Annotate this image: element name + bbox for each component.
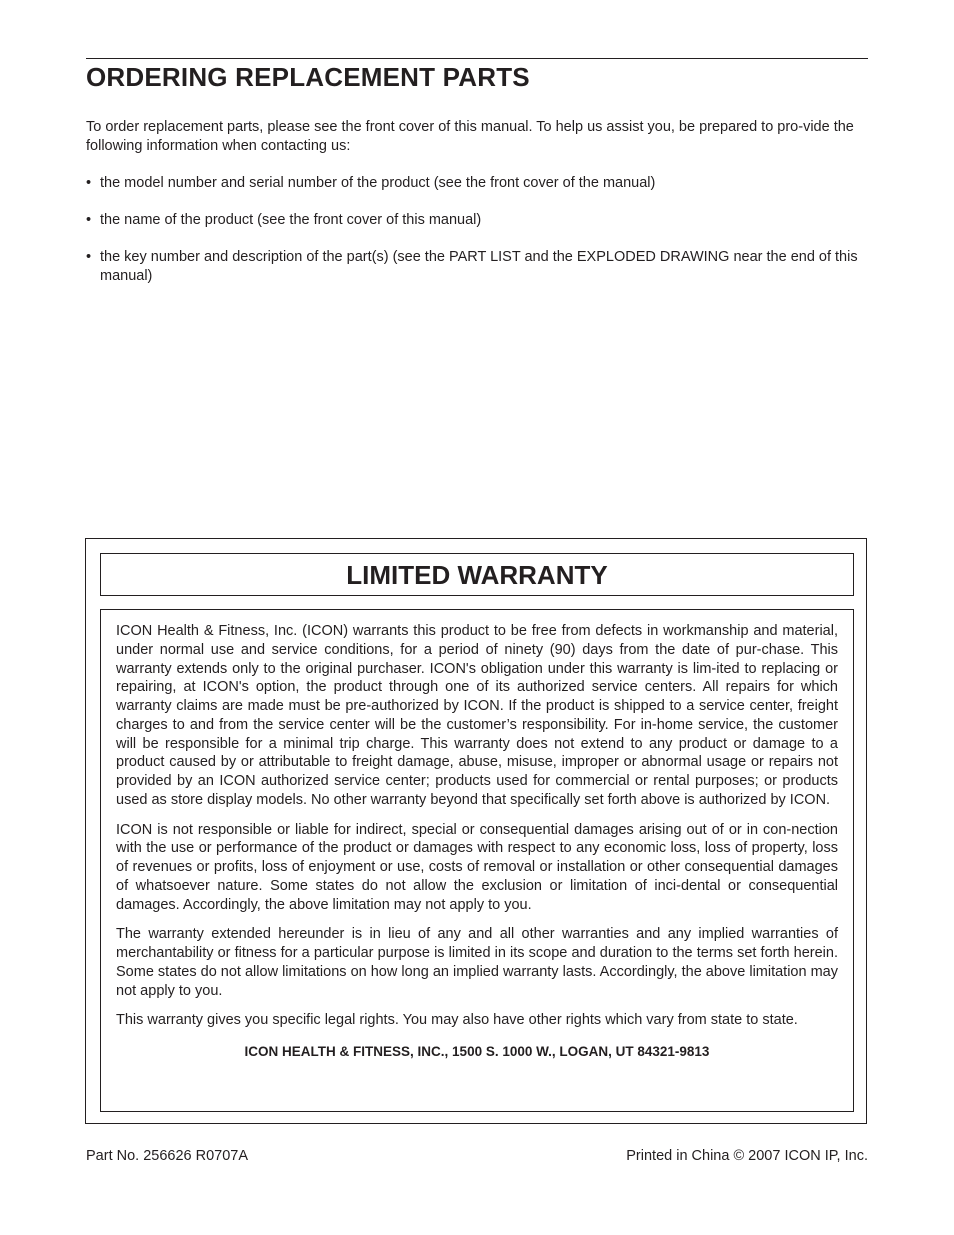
list-item-text: the model number and serial number of the product (see the front cover of the manual) bbox=[100, 175, 656, 191]
list-item-text: the key number and description of the part(s) (see the PART LIST and the EXPLODED DRAWING near the end of this manual) bbox=[100, 249, 858, 284]
warranty-paragraph: ICON is not responsible or liable for indirect, special or consequential damages arising out of or in con-nection with the use or performance of the product or damages with respect to any economic loss, loss of property, loss of revenues or profits, loss of enjoyment or use, costs of removal or installation or other consequential damages of whatsoever nature. Some states do not allow the exclusion or limitation of inci-dental or consequential damages. Accordingly, the above limitation may not apply to you. bbox=[116, 821, 838, 913]
list-item bbox=[86, 248, 868, 285]
warranty-title-box bbox=[100, 553, 854, 596]
warranty-paragraph: This warranty gives you specific legal rights. You may also have other rights which vary from state to state. bbox=[116, 1012, 798, 1029]
ordering-title: ORDERING REPLACEMENT PARTS bbox=[86, 62, 530, 92]
top-divider bbox=[86, 58, 868, 59]
part-number: Part No. 256626 R0707A bbox=[86, 1148, 249, 1164]
list-item-text: the name of the product (see the front cover of this manual) bbox=[100, 212, 482, 228]
warranty-paragraph: The warranty extended hereunder is in lieu of any and all other warranties and any implied warranties of merchantability or fitness for a particular purpose is limited in its scope and duration to the terms set forth herein. Some states do not allow limitations on how long an implied warranty lasts. Accordingly, the above limitation may not apply to you. bbox=[116, 926, 838, 999]
warranty-paragraph: ICON Health & Fitness, Inc. (ICON) warrants this product to be free from defects in workmanship and material, under normal use and service conditions, for a period of ninety (90) days from the date of pur-chase. This warranty extends only to the original purchaser. ICON's obligation under this warranty is lim-ited to replacing or repairing, at ICON's option, the product through one of its authorized service centers. All repairs for which warranty claims are made must be pre-authorized by ICON. If the product is shipped to a service center, freight charges to and from the service center will be the customer’s responsibility. For in-home service, the customer will be responsible for a minimal trip charge. This warranty does not extend to any product or damage to a product caused by or attributable to freight damage, abuse, misuse, improper or abnormal usage or repairs not provided by an ICON authorized service center; products used for commercial or rental purposes; or products used as store display models. No other warranty beyond that specifically set forth above is authorized by ICON. bbox=[116, 623, 838, 808]
warranty-title: LIMITED WARRANTY bbox=[346, 559, 608, 590]
list-item bbox=[86, 174, 868, 193]
ordering-intro: To order replacement parts, please see the front cover of this manual. To help us assist you, be prepared to pro-vide the following information when contacting us: bbox=[86, 119, 854, 154]
company-address: ICON HEALTH & FITNESS, INC., 1500 S. 1000 W., LOGAN, UT 84321-9813 bbox=[244, 1044, 710, 1059]
list-item bbox=[86, 211, 868, 230]
bullet-icon: • bbox=[86, 212, 92, 228]
printed-notice: Printed in China © 2007 ICON IP, Inc. bbox=[626, 1148, 868, 1164]
bullet-icon: • bbox=[86, 175, 92, 191]
warranty-body bbox=[100, 609, 854, 1112]
bullet-icon: • bbox=[86, 249, 92, 265]
ordering-info-list bbox=[86, 174, 868, 304]
